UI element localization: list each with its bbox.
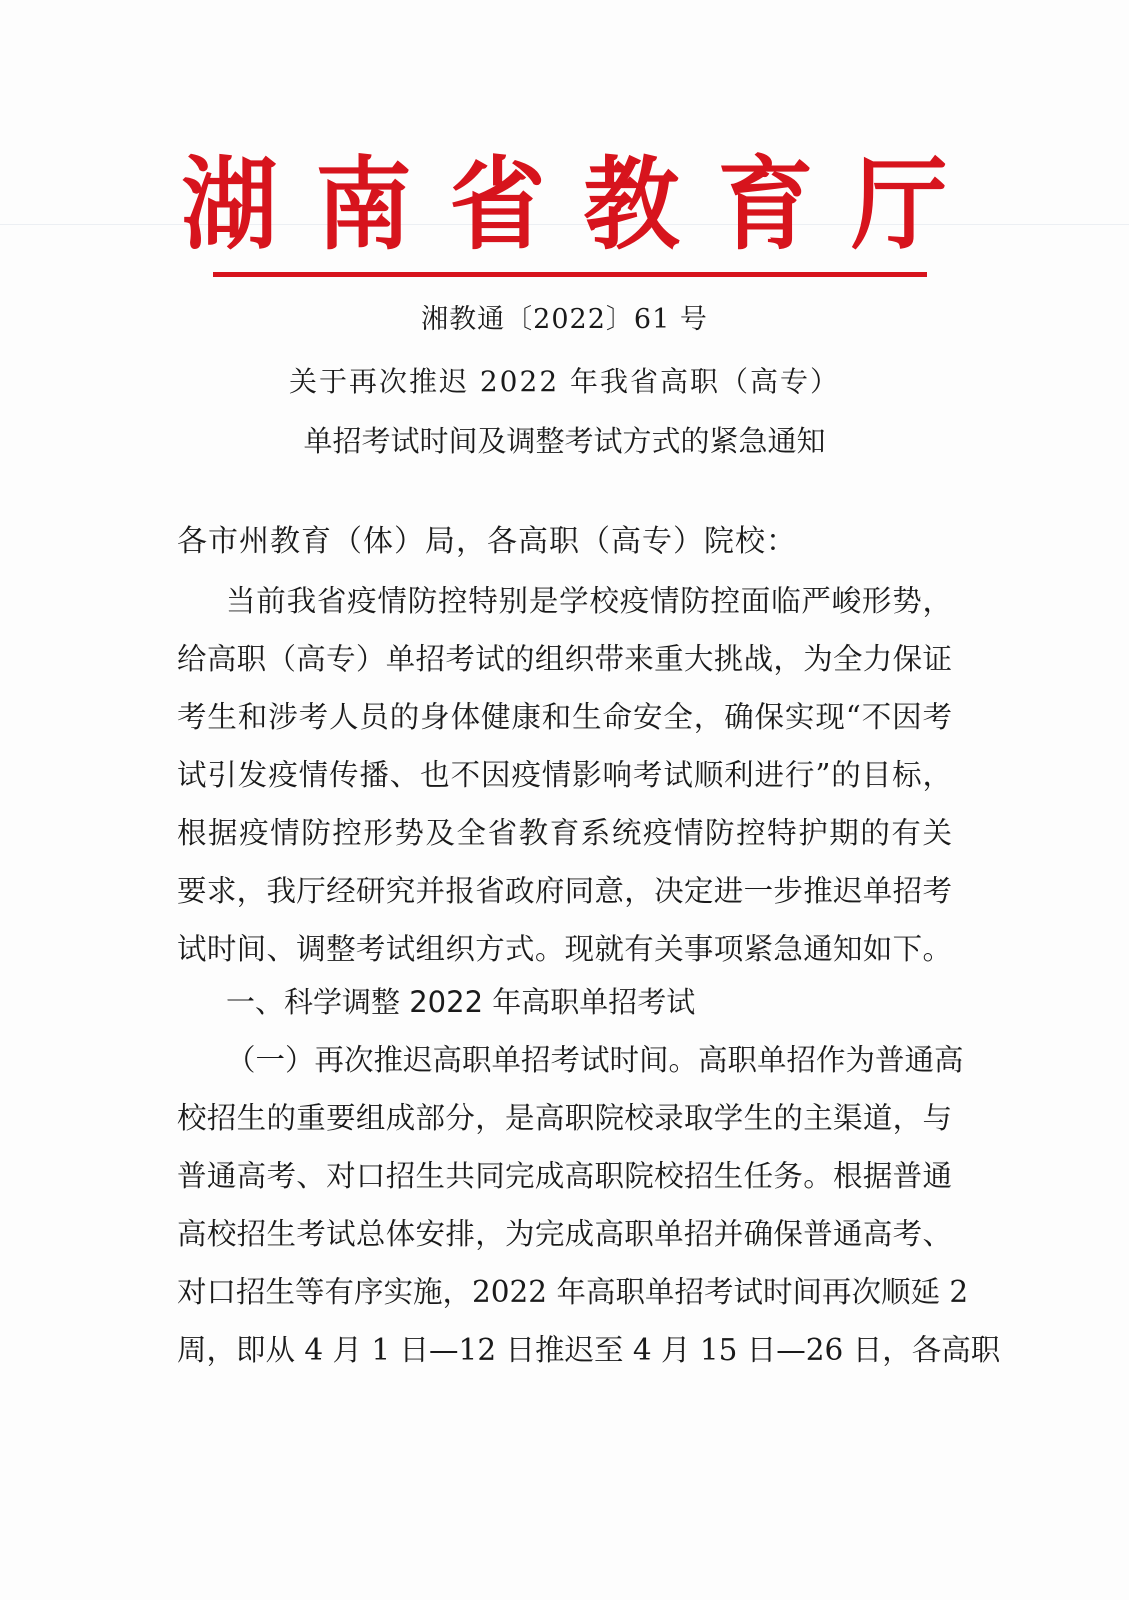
paragraph-1-line: 考生和涉考人员的身体健康和生命安全，确保实现“不因考 [177,700,952,734]
paragraph-2-line: 高校招生考试总体安排，为完成高职单招并确保普通高考、 [177,1217,952,1251]
salutation: 各市州教育（体）局，各高职（高专）院校： [177,524,797,559]
paragraph-2-line: 周，即从 4 月 1 日—12 日推迟至 4 月 15 日—26 日，各高职 [177,1333,1001,1367]
masthead-organization: 湖南省教育厅 [181,146,986,264]
paragraph-2-line: 校招生的重要组成部分，是高职院校录取学生的主渠道，与 [177,1101,952,1135]
paragraph-2-line: （一）再次推迟高职单招考试时间。高职单招作为普通高 [226,1043,964,1077]
document-title-line-2: 单招考试时间及调整考试方式的紧急通知 [303,424,826,458]
paragraph-2-line: 对口招生等有序实施，2022 年高职单招考试时间再次顺延 2 [177,1275,969,1309]
paragraph-1-line: 试引发疫情传播、也不因疫情影响考试顺利进行”的目标， [177,758,952,792]
paragraph-1-line: 当前我省疫情防控特别是学校疫情防控面临严峻形势， [226,584,952,618]
document-number: 湘教通〔2022〕61 号 [421,304,708,335]
section-1-heading: 一、科学调整 2022 年高职单招考试 [226,985,696,1019]
paragraph-1-line: 根据疫情防控形势及全省教育系统疫情防控特护期的有关 [177,816,952,850]
paragraph-1-line: 要求，我厅经研究并报省政府同意，决定进一步推迟单招考 [177,874,952,908]
paragraph-2-line: 普通高考、对口招生共同完成高职院校招生任务。根据普通 [177,1159,952,1193]
paragraph-1-line: 试时间、调整考试组织方式。现就有关事项紧急通知如下。 [177,932,952,966]
document-title-line-1: 关于再次推迟 2022 年我省高职（高专） [288,365,841,398]
masthead-red-rule [213,272,927,277]
paragraph-1-line: 给高职（高专）单招考试的组织带来重大挑战，为全力保证 [177,642,952,676]
